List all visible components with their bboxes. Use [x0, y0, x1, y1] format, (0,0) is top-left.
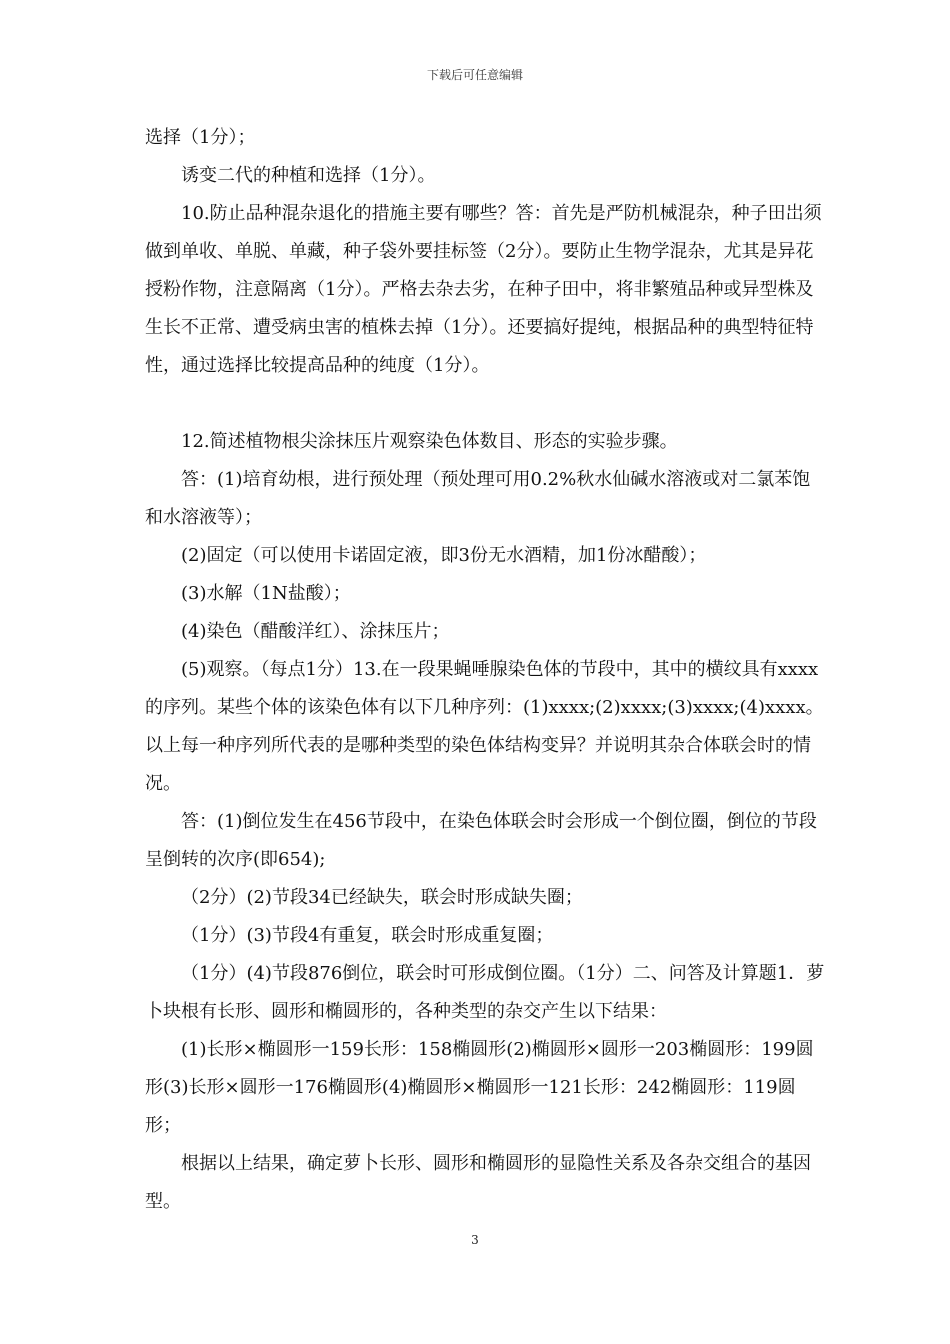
document-body	[145, 119, 825, 1221]
paragraph-answer-13-part2: （2分）(2)节段34已经缺失，联会时形成缺失圈；	[181, 887, 583, 908]
paragraph-answer-12-step1: 答：(1)培育幼根，进行预处理（预处理可用0.2%秋水仙碱水溶液或对二氯苯饱和水溶液等）；	[145, 469, 811, 528]
page-number: 3	[471, 1233, 479, 1247]
paragraph-answer-12-step4: (4)染色（醋酸洋红）、涂抹压片；	[181, 621, 450, 642]
paragraph-answer-12-step2: (2)固定（可以使用卡诺固定液，即3份无水酒精，加1份冰醋酸）；	[181, 545, 707, 566]
paragraph-radish-question: 根据以上结果，确定萝卜长形、圆形和椭圆形的显隐性关系及各杂交组合的基因型。	[145, 1153, 811, 1212]
paragraph-answer-13-part4: （1分）(4)节段876倒位，联会时可形成倒位圈。（1分）二、问答及计算题1．萝卜块根有长形、圆形和椭圆形的，各种类型的杂交产生以下结果：	[145, 963, 825, 1022]
paragraph-answer-12-step3: (3)水解（1N盐酸）；	[181, 583, 351, 604]
paragraph-question-13: (5)观察。（每点1分）13.在一段果蝇唾腺染色体的节段中，其中的横纹具有xxxx的序列。某些个体的该染色体有以下几种序列：(1)xxxx;(2)xxxx;(3)xxxx;(4)xxxx。以上每一种序列所代表的是哪种类型的染色体结构变异？并说明其杂合体联会时的情况。	[145, 659, 824, 794]
paragraph-selection-score: 选择（1分）；	[145, 127, 256, 148]
paragraph-question-12: 12.简述植物根尖涂抹压片观察染色体数目、形态的实验步骤。	[181, 431, 678, 452]
paragraph-radish-crosses: (1)长形×椭圆形一159长形：158椭圆形(2)椭圆形×圆形一203椭圆形：199圆形(3)长形×圆形一176椭圆形(4)椭圆形×椭圆形一121长形：242椭圆形：119圆形；	[145, 1039, 814, 1136]
paragraph-gap	[145, 385, 825, 423]
page-header: 下载后可任意编辑	[426, 68, 523, 82]
paragraph-mutagenesis-m2: 诱变二代的种植和选择（1分）。	[181, 165, 436, 186]
paragraph-question-10: 10.防止品种混杂退化的措施主要有哪些？答：首先是严防机械混杂，种子田岀须做到单收、单脱、单藏，种子袋外要挂标签（2分）。要防止生物学混杂，尤其是异花授粉作物，注意隔离（1分）。严格去杂去劣，在种子田中，将非繁殖品种或异型株及生长不正常、遭受病虫害的植株去掉（1分）。还要搞好提纯，根据品种的典型特征特性，通过选择比较提高品种的纯度（1分）。	[145, 203, 822, 376]
paragraph-answer-13-part1: 答：(1)倒位发生在456节段中，在染色体联会时会形成一个倒位圈，倒位的节段呈倒转的次序(即654);	[145, 811, 817, 870]
paragraph-answer-13-part3: （1分）(3)节段4有重复，联会时形成重复圈；	[181, 925, 554, 946]
